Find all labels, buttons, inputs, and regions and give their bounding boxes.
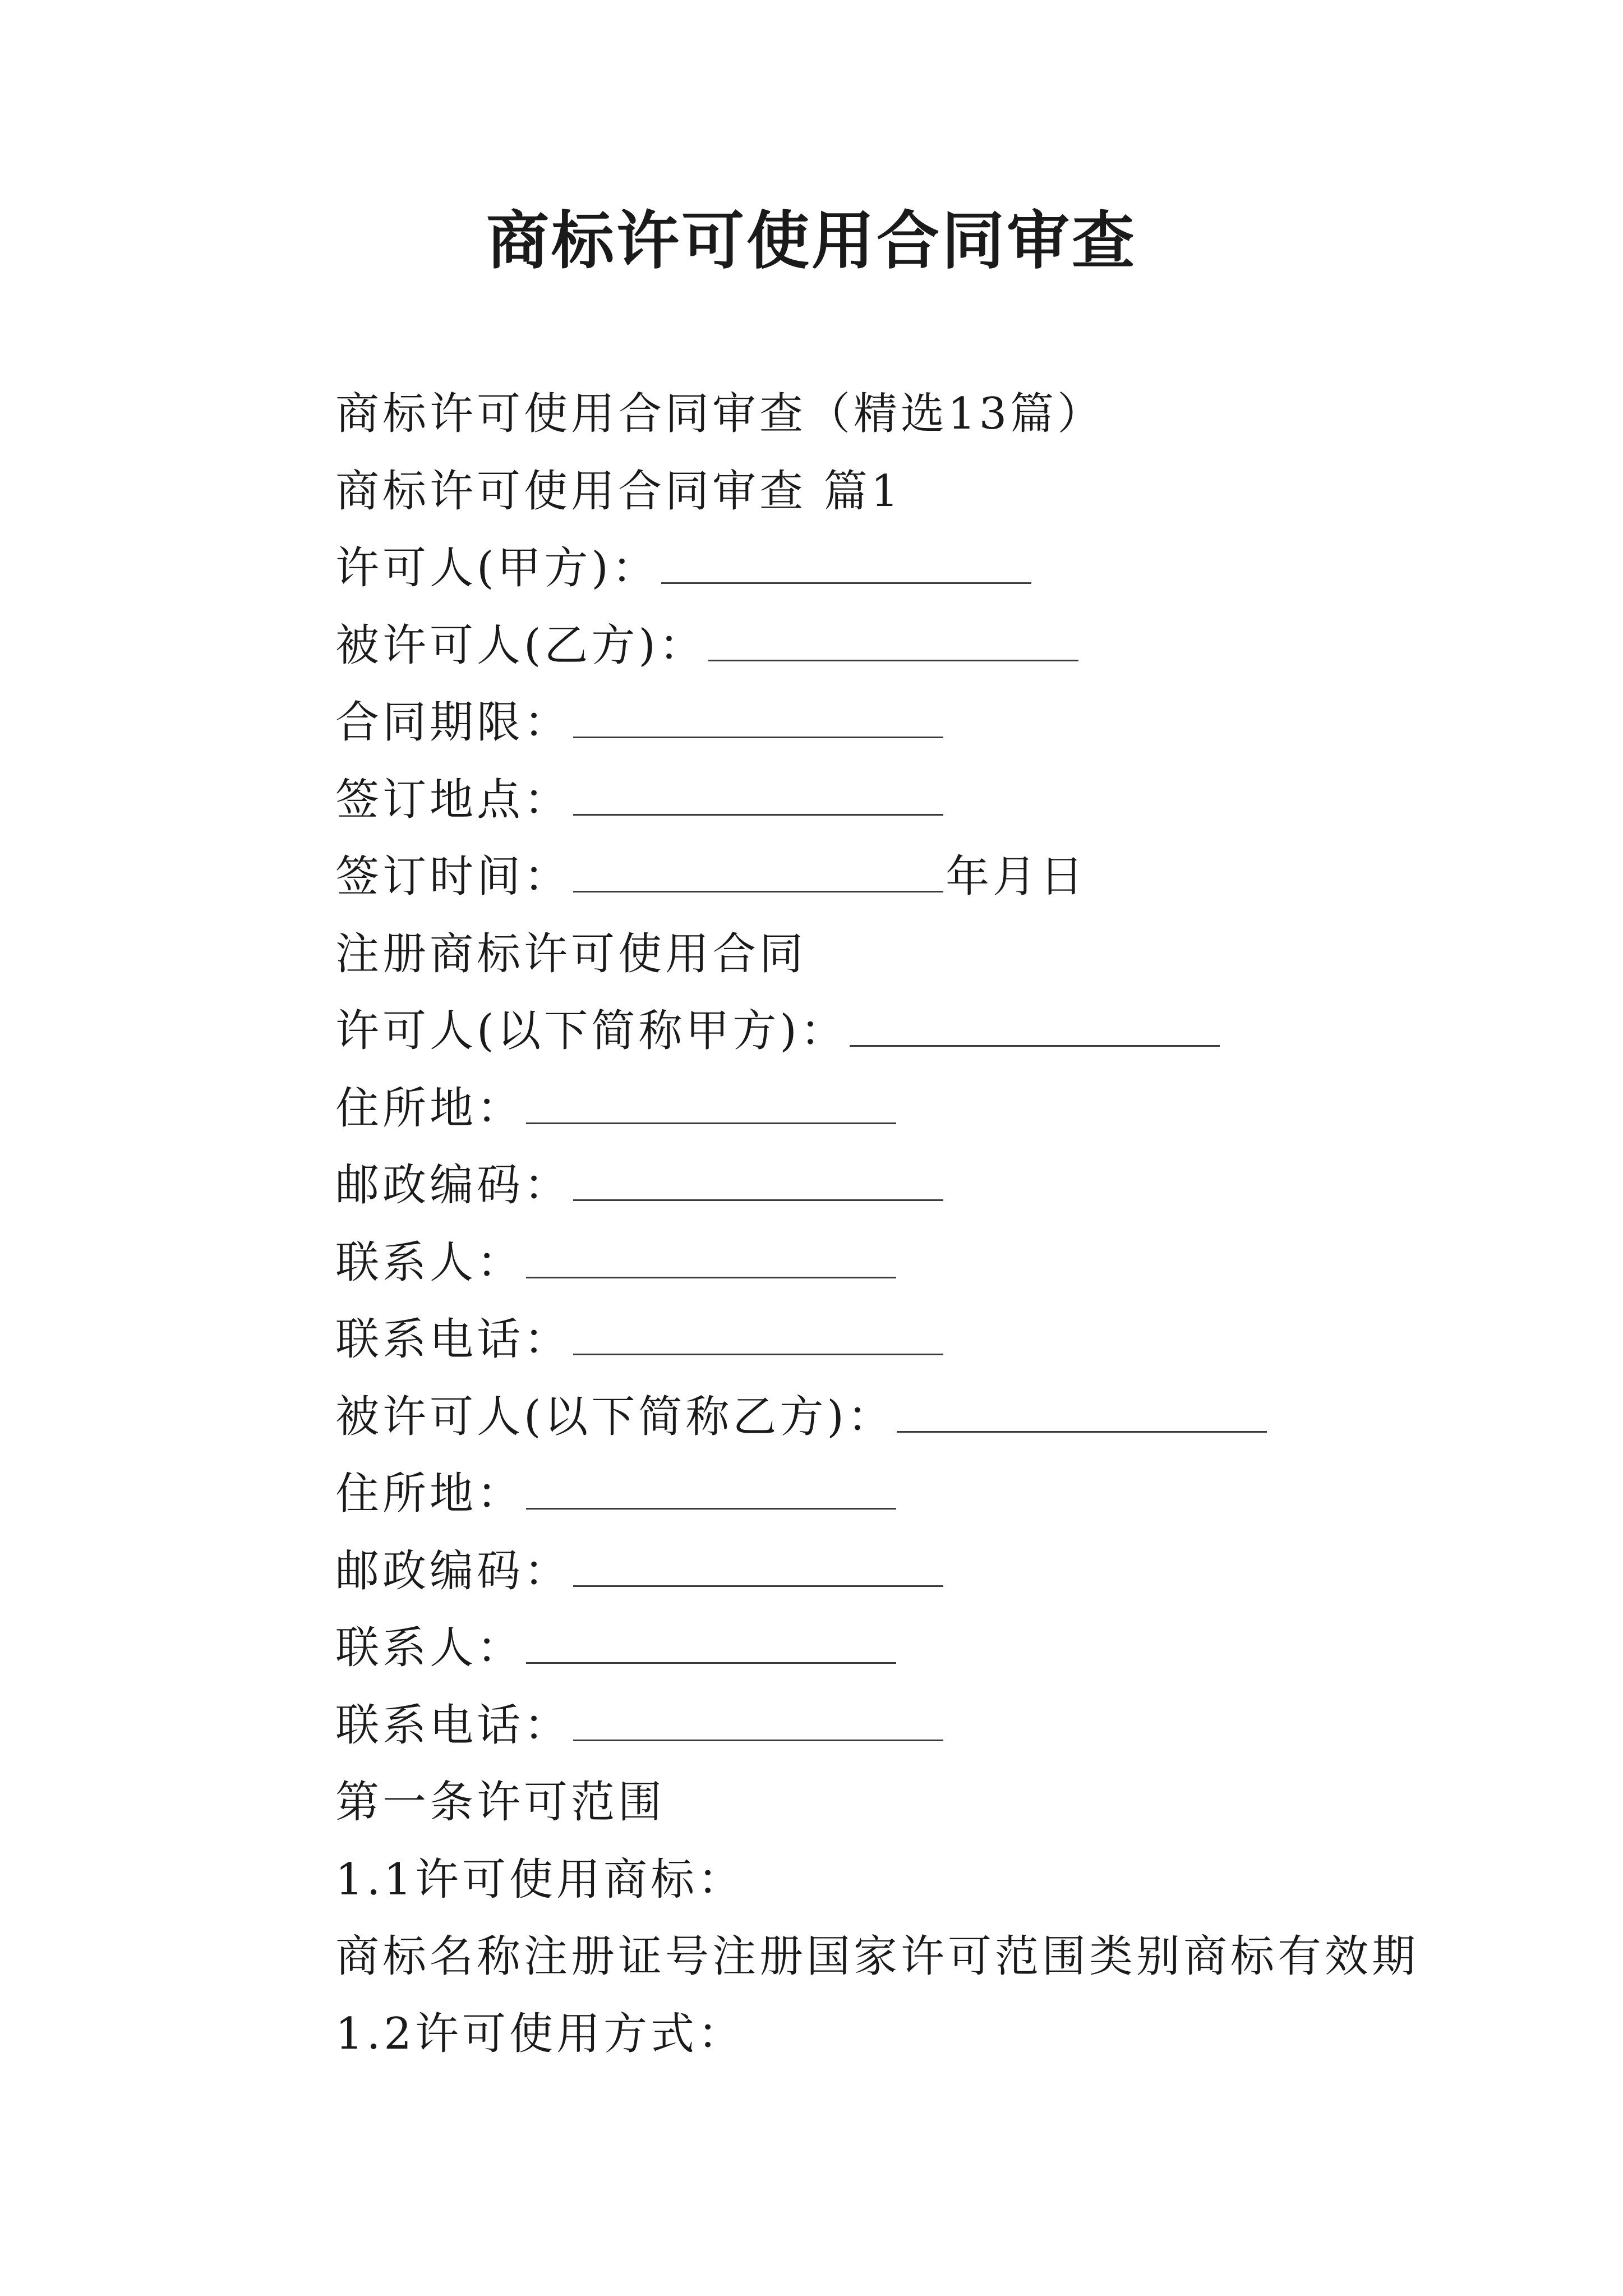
contract-name-line [335,916,1513,993]
field-label: 联系电话： [335,1700,571,1751]
blank-underline [573,1199,943,1201]
licensor-address-line [335,1070,1513,1148]
signing-date-line [335,839,1513,916]
field-label: 合同期限： [335,697,571,748]
field-label: 签订地点： [335,774,571,825]
blank-underline [573,1585,943,1587]
contract-name-text: 注册商标许可使用合同 [335,928,807,979]
licensor-postcode-line [335,1147,1513,1225]
blank-underline [708,660,1078,661]
blank-underline [573,814,943,816]
blank-underline [573,891,943,892]
clause-1-1-line [335,1842,1513,1919]
licensor-full-line [335,993,1513,1070]
licensor-phone-line [335,1301,1513,1379]
licensee-full-line [335,1379,1513,1456]
field-label: 许可人(以下简称甲方)： [335,1006,847,1056]
blank-underline [850,1045,1220,1047]
article-heading-text: 第一条许可范围 [335,1777,666,1828]
document-title: 商标许可使用合同审查 [486,204,1137,278]
blank-underline [526,1277,896,1278]
trademark-columns-text: 商标名称注册证号注册国家许可范围类别商标有效期 [335,1931,1419,1982]
blank-underline [573,1354,943,1355]
field-label: 住所地： [335,1083,524,1134]
field-label: 邮政编码： [335,1545,571,1596]
licensee-contact-line [335,1610,1513,1687]
licensee-address-line [335,1456,1513,1533]
field-label: 被许可人(乙方)： [335,620,706,671]
blank-underline [661,582,1031,584]
clause-1-2-line [335,1996,1513,2073]
field-label: 签订时间： [335,852,571,902]
blank-underline [526,1508,896,1510]
signing-place-line [335,762,1513,839]
field-label: 被许可人(以下简称乙方)： [335,1391,895,1442]
section-heading-line [335,453,1513,531]
licensee-postcode-line [335,1533,1513,1611]
blank-underline [526,1662,896,1664]
field-label: 邮政编码： [335,1160,571,1211]
contract-term-line [335,684,1513,762]
field-label: 联系电话： [335,1314,571,1365]
subtitle-text: 商标许可使用合同审查（精选13篇） [335,389,1105,439]
article-one-heading-line [335,1764,1513,1842]
clause-text: 1.2许可使用方式： [335,2008,745,2059]
field-label: 住所地： [335,1469,524,1519]
blank-underline [573,737,943,738]
blank-underline [573,1740,943,1741]
licensor-contact-line [335,1225,1513,1302]
document-body [335,376,1513,2073]
blank-underline [526,1122,896,1124]
subtitle-line [335,376,1513,453]
licensee-phone-line [335,1687,1513,1765]
licensee-party-b-line [335,608,1513,685]
field-label: 联系人： [335,1237,524,1288]
field-label: 联系人： [335,1623,524,1673]
date-suffix: 年月日 [946,852,1087,902]
clause-text: 1.1许可使用商标： [335,1854,745,1905]
licensor-party-a-line [335,530,1513,608]
field-label: 许可人(甲方)： [335,543,659,593]
blank-underline [897,1431,1267,1433]
trademark-columns-line [335,1918,1513,1996]
section-heading-text: 商标许可使用合同审查 篇1 [335,466,902,517]
